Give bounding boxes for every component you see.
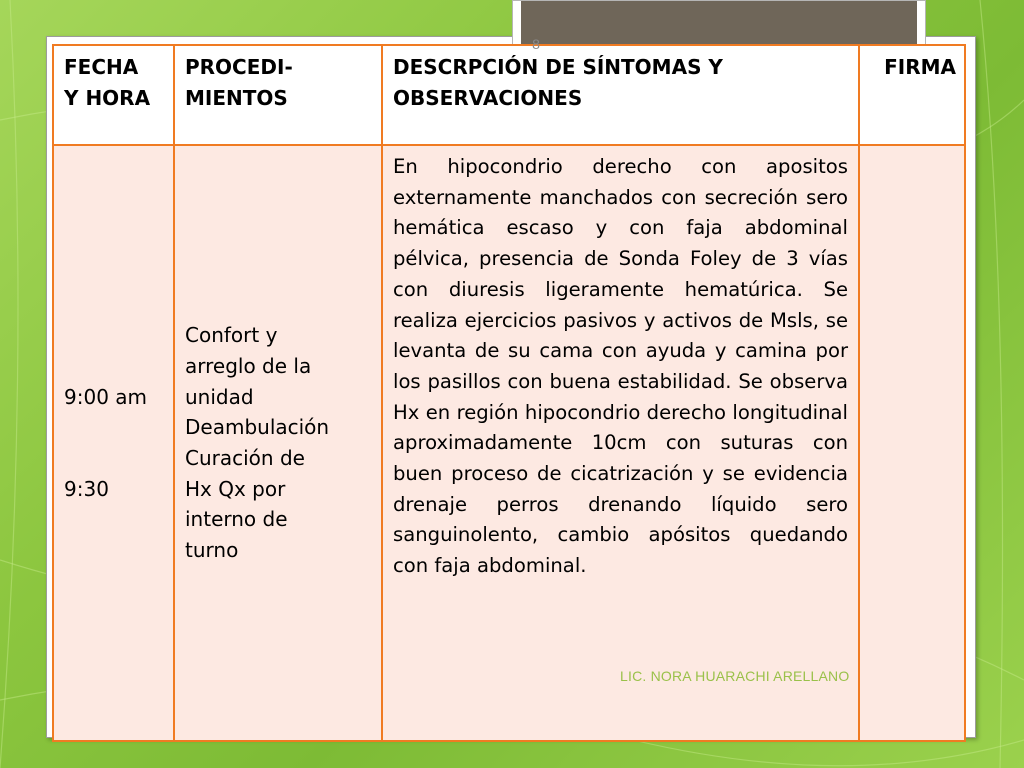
header-firma: [859, 45, 965, 145]
table-header-row: [53, 45, 965, 145]
table-row: [53, 145, 965, 741]
header-firma-label: FIRMA: [884, 55, 956, 79]
procedimientos-text: Confort y arreglo de la unidad Deambulación Curación de Hx Qx por interno de turno: [185, 323, 330, 563]
header-procedimientos: [174, 45, 382, 145]
header-procedimientos-label: PROCEDI- MIENTOS: [185, 55, 293, 110]
header-descripcion-label: DESCRPCIÓN DE SÍNTOMAS Y OBSERVACIONES: [393, 55, 723, 110]
cell-procedimientos: [174, 145, 382, 741]
time-spacer: [64, 413, 163, 474]
cell-descripcion: [382, 145, 859, 741]
cell-fecha: [53, 145, 174, 741]
cell-firma: [859, 145, 965, 741]
header-descripcion: [382, 45, 859, 145]
header-fecha: [53, 45, 174, 145]
header-fecha-label: FECHA Y HORA: [64, 55, 151, 110]
descripcion-text: En hipocondrio derecho con apositos externamente manchados con secreción sero hemática escaso y con faja abdominal pélvica, presencia de Sonda Foley de 3 vías con diuresis ligeramente hematúrica. Se realiza ejercicios pasivos y activos de Msls, se levanta de su cama con ayuda y camina por los pasillos con buena estabilidad. Se observa Hx en región hipocondrio derecho longitudinal aproximadamente 10cm con suturas con buen proceso de cicatrización y se evidencia drenaje perros drenando líquido sero sanguinolento, cambio apósitos quedando con faja abdominal.: [393, 155, 848, 578]
time-second: 9:30: [64, 476, 109, 501]
slide-number: 8: [532, 36, 540, 52]
footer-author: LIC. NORA HUARACHI ARELLANO: [620, 668, 850, 684]
time-start: 9:00 am: [64, 384, 148, 409]
nursing-record-table: [52, 44, 966, 742]
